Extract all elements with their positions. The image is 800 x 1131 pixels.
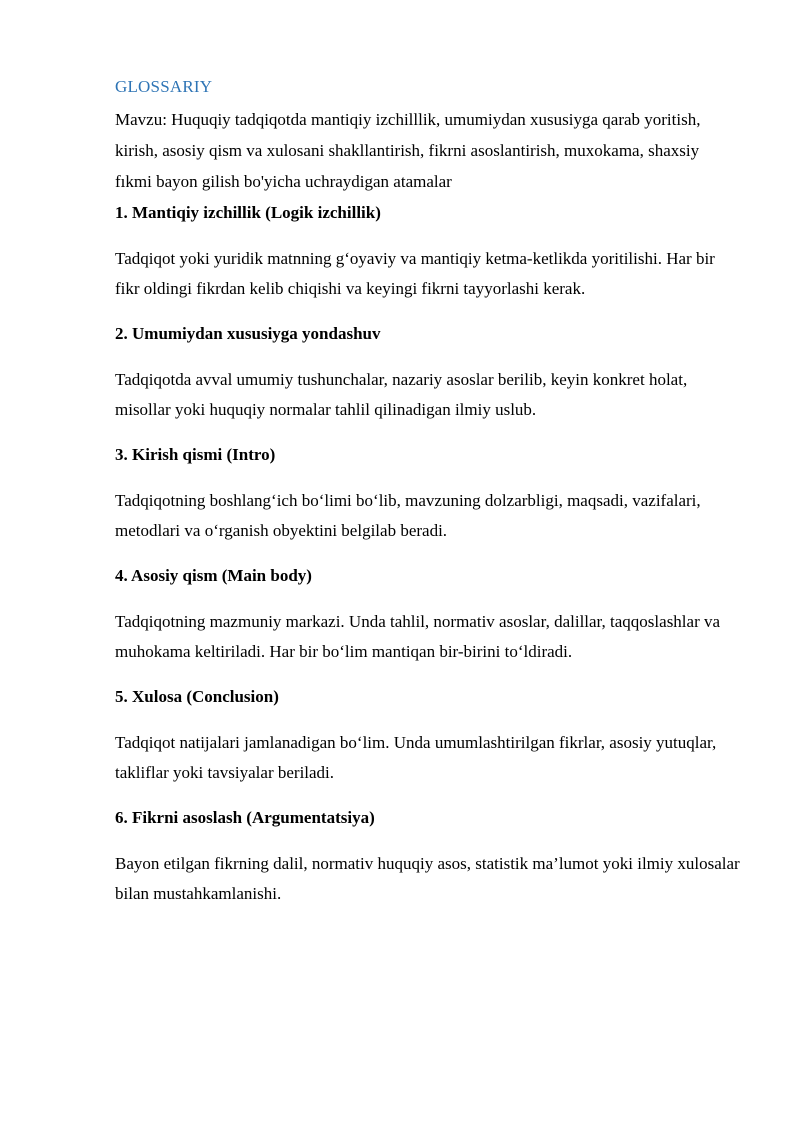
document-subject: Mavzu: Huquqiy tadqiqotda mantiqiy izchilllik, umumiydan xususiyga qarab yoritish, kirish, asosiy qism va xulosani shakllantirish, fikrni asoslantirish, muxokama, shaxsiy fıkmi bayon gilish bo'yicha uchraydigan atamalar (115, 110, 701, 191)
document-page (115, 76, 740, 928)
glossary-term (115, 323, 740, 425)
glossary-term (115, 202, 740, 304)
glossary-term (115, 807, 740, 909)
term-definition: Tadqiqotning boshlang‘ich bo‘limi bo‘lib, mavzuning dolzarbligi, maqsadi, vazifalari, metodlari va o‘rganish obyektini belgilab beradi. (115, 491, 701, 540)
term-definition: Bayon etilgan fikrning dalil, normativ huquqiy asos, statistik ma’lumot yoki ilmiy xulosalar bilan mustahkamlanishi. (115, 854, 740, 903)
term-definition: Tadqiqotning mazmuniy markazi. Unda tahlil, normativ asoslar, dalillar, taqqoslashlar va muhokama keltiriladi. Har bir bo‘lim mantiqan bir-birini to‘ldiradi. (115, 612, 721, 661)
term-definition: Tadqiqotda avval umumiy tushunchalar, nazariy asoslar berilib, keyin konkret holat, misollar yoki huquqiy normalar tahlil qilinadigan ilmiy uslub. (115, 370, 688, 419)
term-heading: 6. Fikrni asoslash (Argumentatsiya) (115, 808, 375, 827)
term-heading: 1. Mantiqiy izchillik (Logik izchillik) (115, 203, 381, 222)
term-heading: 5. Xulosa (Conclusion) (115, 687, 279, 706)
term-heading: 4. Asosiy qism (Main body) (115, 566, 312, 585)
document-title: GLOSSARIY (115, 77, 213, 96)
glossary-term (115, 686, 740, 788)
term-heading: 2. Umumiydan xususiyga yondashuv (115, 324, 381, 343)
term-heading: 3. Kirish qismi (Intro) (115, 445, 276, 464)
term-definition: Tadqiqot natijalari jamlanadigan bo‘lim. Unda umumlashtirilgan fikrlar, asosiy yutuqlar, takliflar yoki tavsiyalar beriladi. (115, 733, 717, 782)
term-definition: Tadqiqot yoki yuridik matnning g‘oyaviy va mantiqiy ketma-ketlikda yoritilishi. Har bir fikr oldingi fikrdan kelib chiqishi va keyingi fikrni tayyorlashi kerak. (115, 249, 715, 298)
glossary-term (115, 444, 740, 546)
glossary-term (115, 565, 740, 667)
